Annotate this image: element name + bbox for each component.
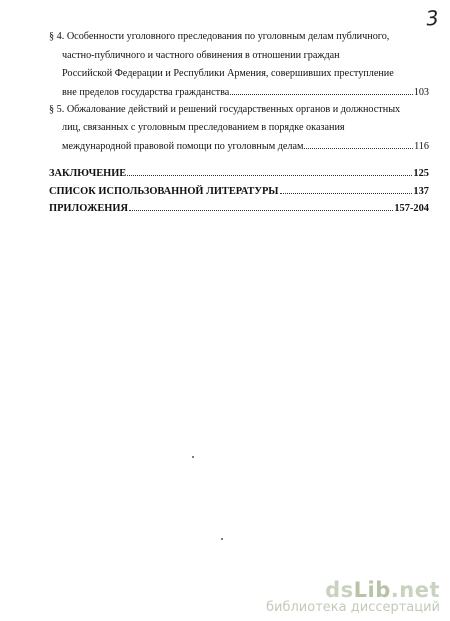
toc-page-bibliography: 137 [413, 186, 429, 197]
watermark-subtitle: библиотека диссертаций [266, 600, 440, 615]
toc-row-appendices[interactable] [49, 201, 429, 214]
section-5-toc-row[interactable] [62, 139, 429, 152]
section-4-toc-row[interactable] [62, 85, 429, 98]
toc-page-appendices: 157-204 [394, 203, 429, 214]
toc-label-appendices: ПРИЛОЖЕНИЯ [49, 203, 128, 214]
watermark-logo: dsLib.net [325, 578, 440, 602]
dot-leader [129, 201, 393, 211]
section-4-line-2: частно-публичного и частного обвинения в отношении граждан [62, 50, 340, 61]
watermark [266, 578, 440, 615]
section-5-line-1: § 5. Обжалование действий и решений государственных органов и должностных [49, 104, 401, 115]
section-4-line-4: вне пределов государства гражданства [62, 87, 230, 98]
toc-row-conclusion[interactable] [49, 166, 429, 179]
scan-speck [221, 538, 223, 540]
section-4-line-1: § 4. Особенности уголовного преследования по уголовным делам публичного, [49, 31, 390, 42]
scan-speck [192, 456, 194, 458]
toc-page-conclusion: 125 [413, 168, 429, 179]
section-5-line-2: лиц, связанных с уголовным преследованием в порядке оказания [62, 122, 345, 133]
dot-leader [230, 85, 412, 95]
toc-label-bibliography: СПИСОК ИСПОЛЬЗОВАННОЙ ЛИТЕРАТУРЫ [49, 186, 279, 197]
dot-leader [280, 184, 413, 194]
section-5-line-3: международной правовой помощи по уголовным делам [62, 141, 304, 152]
section-4-line-3: Российской Федерации и Республики Армения, совершивших преступление [62, 68, 394, 79]
page-number: 3 [424, 5, 440, 31]
section-4-page: 103 [413, 87, 429, 98]
toc-label-conclusion: ЗАКЛЮЧЕНИЕ [49, 168, 127, 179]
section-5-page: 116 [414, 141, 429, 152]
dot-leader [304, 139, 413, 149]
toc-row-bibliography[interactable] [49, 184, 429, 197]
dot-leader [127, 166, 412, 176]
